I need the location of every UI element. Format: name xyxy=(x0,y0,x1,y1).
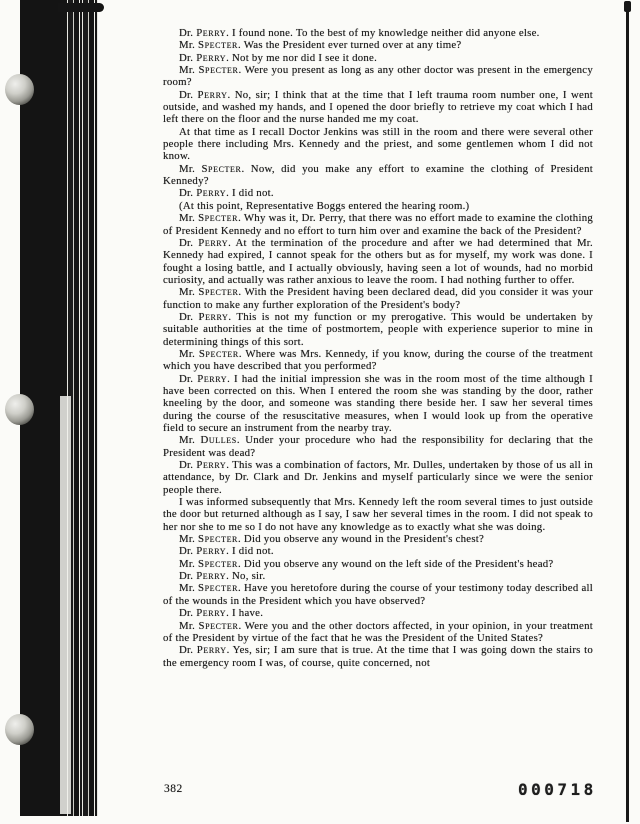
testimony-paragraph: Dr. Perry. No, sir. xyxy=(179,570,266,583)
binder-ring-icon xyxy=(5,394,34,425)
binding-gap xyxy=(60,396,71,814)
speaker-surname: Specter xyxy=(198,347,239,360)
testimony-paragraph: Dr. Perry. I have. xyxy=(179,607,264,620)
testimony-paragraph: Mr. Specter. Have you heretofore during the course of your testimony today described all of the wounds in the President which you have observed? xyxy=(163,582,594,607)
speaker-name: Dr. Perry. xyxy=(179,570,230,583)
speaker-name: Mr. Specter. xyxy=(179,619,242,632)
speaker-name: Dr. Perry. xyxy=(179,545,230,558)
testimony-paragraph: Dr. Perry. This is not my function or my prerogative. This would be undertaken by suitable authorities at the time of postmortem, people with experience superior to mine in determining things of this sort. xyxy=(163,310,593,348)
testimony-paragraph: Dr. Perry. At the termination of the procedure and after we had determined that Mr. Kennedy had expired, I cannot speak for the others but as for myself, my work was done. I fought a losing battle, and I actually obviously, having seen a lot of wounds, had no morbid curiosity, and actually was rather anxious to leave the room. I had nothing further to offer. xyxy=(163,236,593,286)
testimony-paragraph: Mr. Specter. Did you observe any wound in the President's chest? xyxy=(179,533,485,546)
speaker-name: Dr. Perry. xyxy=(179,459,230,472)
testimony-paragraph: Dr. Perry. Not by me nor did I see it done. xyxy=(179,51,378,64)
speaker-name: Mr. Specter. xyxy=(179,533,241,546)
testimony-paragraph: Mr. Specter. Now, did you make any effort to examine the clothing of President Kennedy? xyxy=(163,162,593,188)
testimony-paragraph: Mr. Specter. Why was it, Dr. Perry, that there was no effort made to examine the clothing of President Kennedy and no effort to turn him over and examine the back of the President? xyxy=(163,212,594,237)
testimony-paragraph: Dr. Perry. I found none. To the best of my knowledge neither did anyone else. xyxy=(179,27,540,39)
speaker-surname: Perry xyxy=(196,545,227,558)
speaker-surname: Specter xyxy=(198,64,239,77)
testimony-paragraph: Mr. Dulles. Under your procedure who had the responsibility for declaring that the President was dead? xyxy=(163,434,594,459)
speaker-surname: Perry xyxy=(196,27,227,39)
speaker-surname: Perry xyxy=(196,459,227,472)
testimony-paragraph: Mr. Specter. Did you observe any wound on the left side of the President's head? xyxy=(179,557,554,570)
speaker-name: Mr. Dulles. xyxy=(179,434,240,447)
speaker-name: Mr. Specter. xyxy=(179,582,241,595)
speaker-surname: Specter xyxy=(198,286,239,299)
testimony-paragraph: Dr. Perry. I did not. xyxy=(179,545,274,558)
page-number: 382 xyxy=(164,783,183,795)
speaker-surname: Perry xyxy=(198,310,229,323)
speaker-surname: Specter xyxy=(198,533,238,546)
testimony-paragraph: I was informed subsequently that Mrs. Kennedy left the room several times to just outside the door but returned although as I say, I saw her several times in the room. I did not speak to her nor she to me so I do not have any knowledge as to exactly what she was doing. xyxy=(163,496,593,533)
binder-ring-icon xyxy=(5,74,34,105)
speaker-name: Dr. Perry. xyxy=(179,51,230,64)
testimony-paragraph: Mr. Specter. Where was Mrs. Kennedy, if you know, during the course of the treatment which you have described that you performed? xyxy=(163,347,593,373)
binder-ring-icon xyxy=(5,714,34,745)
testimony-paragraph: Mr. Specter. With the President having been declared dead, did you consider it was your function to make any further exploration of the President's body? xyxy=(163,286,594,311)
speaker-name: Dr. Perry. xyxy=(179,236,232,249)
speaker-surname: Perry xyxy=(198,236,229,249)
speaker-name: Dr. Perry. xyxy=(179,644,230,657)
testimony-paragraph: Dr. Perry. This was a combination of factors, Mr. Dulles, undertaken by those of us all in attendance, by Dr. Clark and Dr. Jenkins and myself particularly since we were the senior people there. xyxy=(163,459,593,496)
speaker-surname: Perry xyxy=(196,607,227,620)
speaker-name: Dr. Perry. xyxy=(179,372,231,385)
speaker-surname: Specter xyxy=(198,557,238,570)
testimony-paragraph: (At this point, Representative Boggs entered the hearing room.) xyxy=(179,199,470,212)
page-edge-line xyxy=(626,4,629,822)
speaker-surname: Perry xyxy=(197,88,228,101)
speaker-name: Mr. Specter. xyxy=(179,64,242,77)
testimony-text xyxy=(163,27,593,669)
testimony-paragraph: At that time as I recall Doctor Jenkins was still in the room and there were several other people there including Mrs. Kennedy and the priest, and some gentlemen whom I did not know. xyxy=(163,125,593,163)
testimony-paragraph: Dr. Perry. No, sir; I think that at the time that I left trauma room number one, I went outside, and washed my hands, and I opened the door briefly to retrieve my coat which I had left there on the floor and the nurse handed me my coat. xyxy=(163,88,593,126)
speaker-surname: Specter xyxy=(198,212,239,225)
speaker-surname: Perry xyxy=(196,51,227,64)
document-stamp: 000718 xyxy=(518,780,597,799)
speaker-name: Dr. Perry. xyxy=(179,607,230,620)
speaker-surname: Perry xyxy=(197,372,228,385)
speaker-surname: Perry xyxy=(196,570,227,583)
speaker-name: Mr. Specter. xyxy=(179,39,241,52)
speaker-name: Mr. Specter. xyxy=(179,212,242,225)
speaker-name: Dr. Perry. xyxy=(179,310,232,323)
speaker-name: Dr. Perry. xyxy=(179,187,230,200)
testimony-paragraph: Mr. Specter. Were you present as long as any other doctor was present in the emergency room? xyxy=(163,64,593,89)
speaker-name: Mr. Specter. xyxy=(179,162,245,175)
speaker-surname: Perry xyxy=(196,187,227,200)
testimony-paragraph: Dr. Perry. I had the initial impression she was in the room most of the time although I have been corrected on this. When I entered the room she was standing by the door, rather kneeling by the door, and someone was standing there beside her. I saw her several times during the course of the resuscitative measures, when I would look up from the operative field to secure an instrument from the nearby tray. xyxy=(163,372,593,434)
speaker-name: Mr. Specter. xyxy=(179,286,242,299)
speaker-name: Mr. Specter. xyxy=(179,347,242,360)
speaker-name: Dr. Perry. xyxy=(179,27,230,39)
speaker-surname: Specter xyxy=(198,619,239,632)
speaker-name: Dr. Perry. xyxy=(179,88,231,101)
speaker-surname: Perry xyxy=(196,644,227,657)
speaker-surname: Specter xyxy=(201,162,242,175)
speaker-surname: Dulles xyxy=(200,434,237,447)
speaker-surname: Specter xyxy=(198,39,238,52)
speaker-surname: Specter xyxy=(198,582,239,595)
binding-top-cap xyxy=(58,3,104,12)
testimony-paragraph: Mr. Specter. Were you and the other doctors affected, in your opinion, in your treatment of the President by virtue of the fact that he was the President of the United States? xyxy=(163,619,594,644)
testimony-paragraph: Mr. Specter. Was the President ever turned over at any time? xyxy=(179,39,462,52)
testimony-paragraph: Dr. Perry. Yes, sir; I am sure that is true. At the time that I was going down the stairs to the emergency room I was, of course, quite concerned, not xyxy=(163,644,593,669)
speaker-name: Mr. Specter. xyxy=(179,557,241,570)
testimony-paragraph: Dr. Perry. I did not. xyxy=(179,187,274,200)
